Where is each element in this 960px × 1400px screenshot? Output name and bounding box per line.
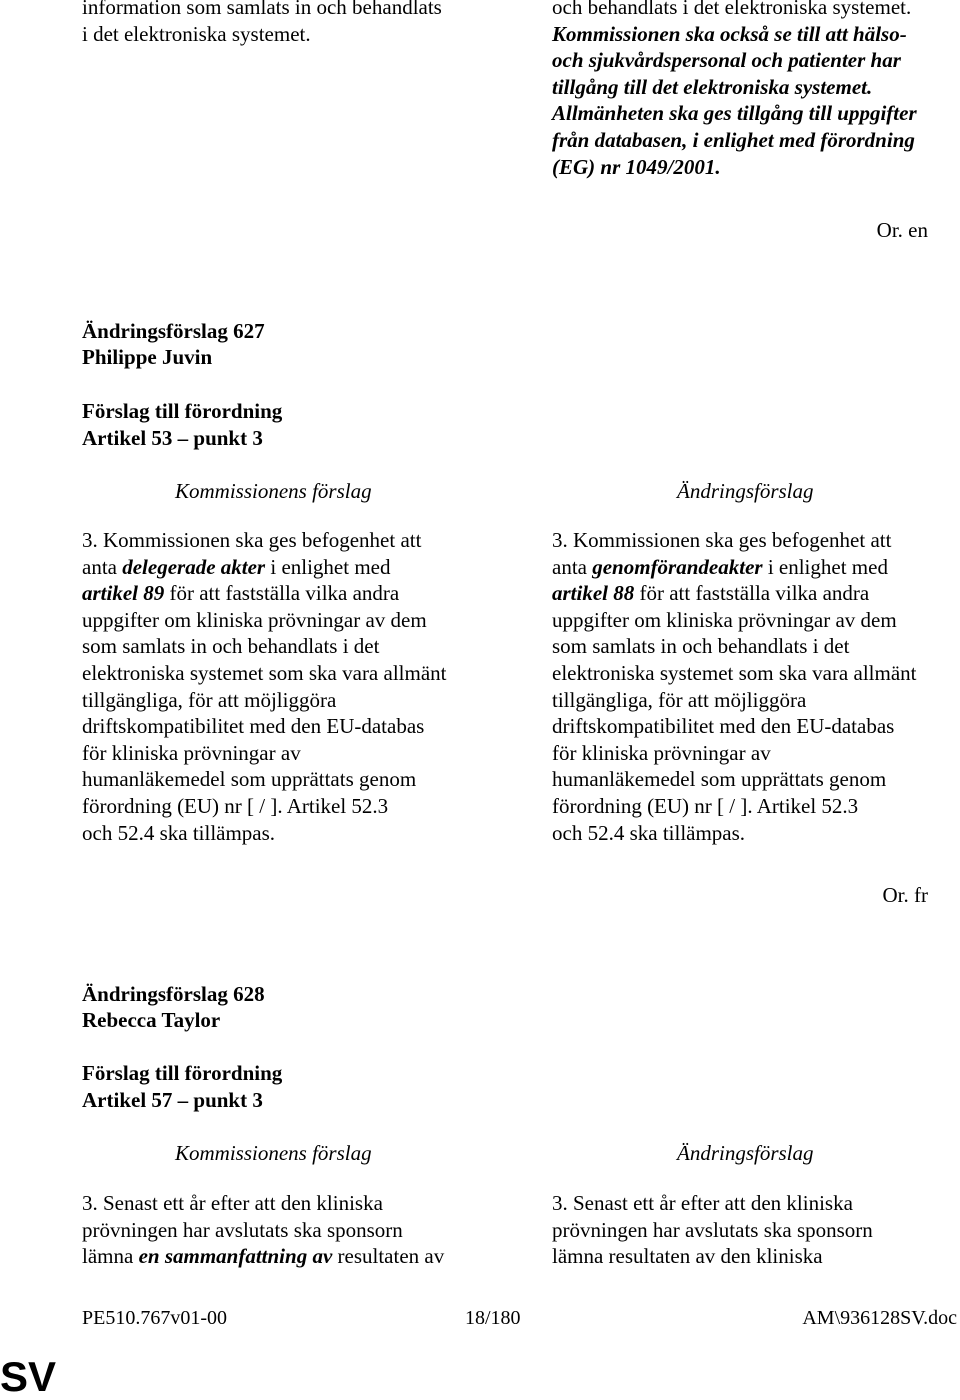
column-title-amendment: Ändringsförslag — [677, 479, 814, 503]
text-line: anta delegerade akter i enlighet med — [82, 554, 391, 579]
text-line: tillgängliga, för att möjliggöra — [82, 687, 337, 712]
text-line: Allmänheten ska ges tillgång till uppgifter — [552, 101, 917, 126]
amendment-author: Philippe Juvin — [82, 345, 213, 369]
column-title-commission: Kommissionens förslag — [175, 479, 372, 503]
text-line: som samlats in och behandlats i det — [82, 634, 380, 659]
original-language-label: Or. fr — [882, 883, 928, 907]
text-line: och 52.4 ska tillämpas. — [82, 820, 276, 845]
highlighted-text: en sammanfattning av — [138, 1244, 333, 1269]
footer-document-reference: PE510.767v01-00 — [82, 1307, 227, 1329]
amendment-text-627 — [552, 527, 960, 846]
text-line: 3. Kommissionen ska ges befogenhet att — [552, 528, 892, 552]
text-line: prövningen har avslutats ska sponsorn — [82, 1217, 403, 1242]
article-reference: Artikel 57 – punkt 3 — [82, 1088, 263, 1112]
text-line: artikel 89 för att fastställa vilka andra — [82, 581, 400, 606]
text-line: humanläkemedel som upprättats genom — [552, 767, 887, 792]
top-left-text — [82, 0, 522, 47]
amendment-author: Rebecca Taylor — [82, 1008, 221, 1032]
highlighted-text: delegerade akter — [122, 554, 266, 579]
text-line: driftskompatibilitet med den EU-databas — [82, 714, 425, 739]
footer-file-reference: AM\936128SV.doc — [802, 1307, 957, 1329]
text-line: förordning (EU) nr [ / ]. Artikel 52.3 — [82, 793, 389, 818]
text-line: uppgifter om kliniska prövningar av dem — [82, 607, 427, 632]
text-line: och sjukvårdspersonal och patienter har — [552, 48, 901, 73]
text-line: från databasen, i enlighet med förordning — [552, 127, 915, 152]
highlighted-text: artikel 88 — [552, 581, 635, 606]
text-line: 3. Kommissionen ska ges befogenhet att — [82, 528, 422, 552]
column-title-amendment: Ändringsförslag — [677, 1141, 814, 1165]
amendment-title: Ändringsförslag 627 — [82, 319, 265, 343]
text-line: driftskompatibilitet med den EU-databas — [552, 714, 895, 739]
text-line: prövningen har avslutats ska sponsorn — [552, 1217, 873, 1242]
text-line: humanläkemedel som upprättats genom — [82, 767, 417, 792]
text-line: information som samlats in och behandlats — [82, 0, 442, 19]
text-line: och behandlats i det elektroniska systemet. — [552, 0, 912, 19]
text-line: Kommissionen ska också se till att hälso- — [552, 21, 907, 46]
amendment-title: Ändringsförslag 628 — [82, 982, 265, 1006]
text-line: (EG) nr 1049/2001. — [552, 154, 721, 179]
commission-text-628 — [82, 1190, 522, 1270]
text-line: uppgifter om kliniska prövningar av dem — [552, 607, 897, 632]
text-line: artikel 88 för att fastställa vilka andra — [552, 581, 870, 606]
language-tag: SV — [0, 1353, 57, 1400]
proposal-reference: Förslag till förordning — [82, 1061, 283, 1085]
text-line: 3. Senast ett år efter att den kliniska — [82, 1191, 383, 1215]
text-line: tillgång till det elektroniska systemet. — [552, 74, 873, 99]
footer-page-number: 18/180 — [465, 1307, 521, 1329]
text-line: i det elektroniska systemet. — [82, 21, 311, 46]
text-line: som samlats in och behandlats i det — [552, 634, 850, 659]
amendment-text-628 — [552, 1190, 960, 1270]
top-right-text — [552, 0, 960, 180]
commission-text-627 — [82, 527, 522, 846]
text-line: elektroniska systemet som ska vara allmänt — [82, 660, 447, 685]
text-line: förordning (EU) nr [ / ]. Artikel 52.3 — [552, 793, 859, 818]
highlighted-text: artikel 89 — [82, 581, 165, 606]
column-title-commission: Kommissionens förslag — [175, 1141, 372, 1165]
text-line: lämna resultaten av den kliniska — [552, 1244, 823, 1269]
original-language-label: Or. en — [876, 218, 928, 242]
text-line: elektroniska systemet som ska vara allmänt — [552, 660, 917, 685]
text-line: tillgängliga, för att möjliggöra — [552, 687, 807, 712]
text-line: och 52.4 ska tillämpas. — [552, 820, 746, 845]
text-line: anta genomförandeakter i enlighet med — [552, 554, 888, 579]
text-line: 3. Senast ett år efter att den kliniska — [552, 1191, 853, 1215]
text-line: för kliniska prövningar av — [552, 740, 771, 765]
proposal-reference: Förslag till förordning — [82, 399, 283, 423]
text-line: lämna en sammanfattning av resultaten av — [82, 1244, 445, 1269]
highlighted-text: genomförandeakter — [592, 554, 763, 579]
article-reference: Artikel 53 – punkt 3 — [82, 426, 263, 450]
text-line: för kliniska prövningar av — [82, 740, 301, 765]
